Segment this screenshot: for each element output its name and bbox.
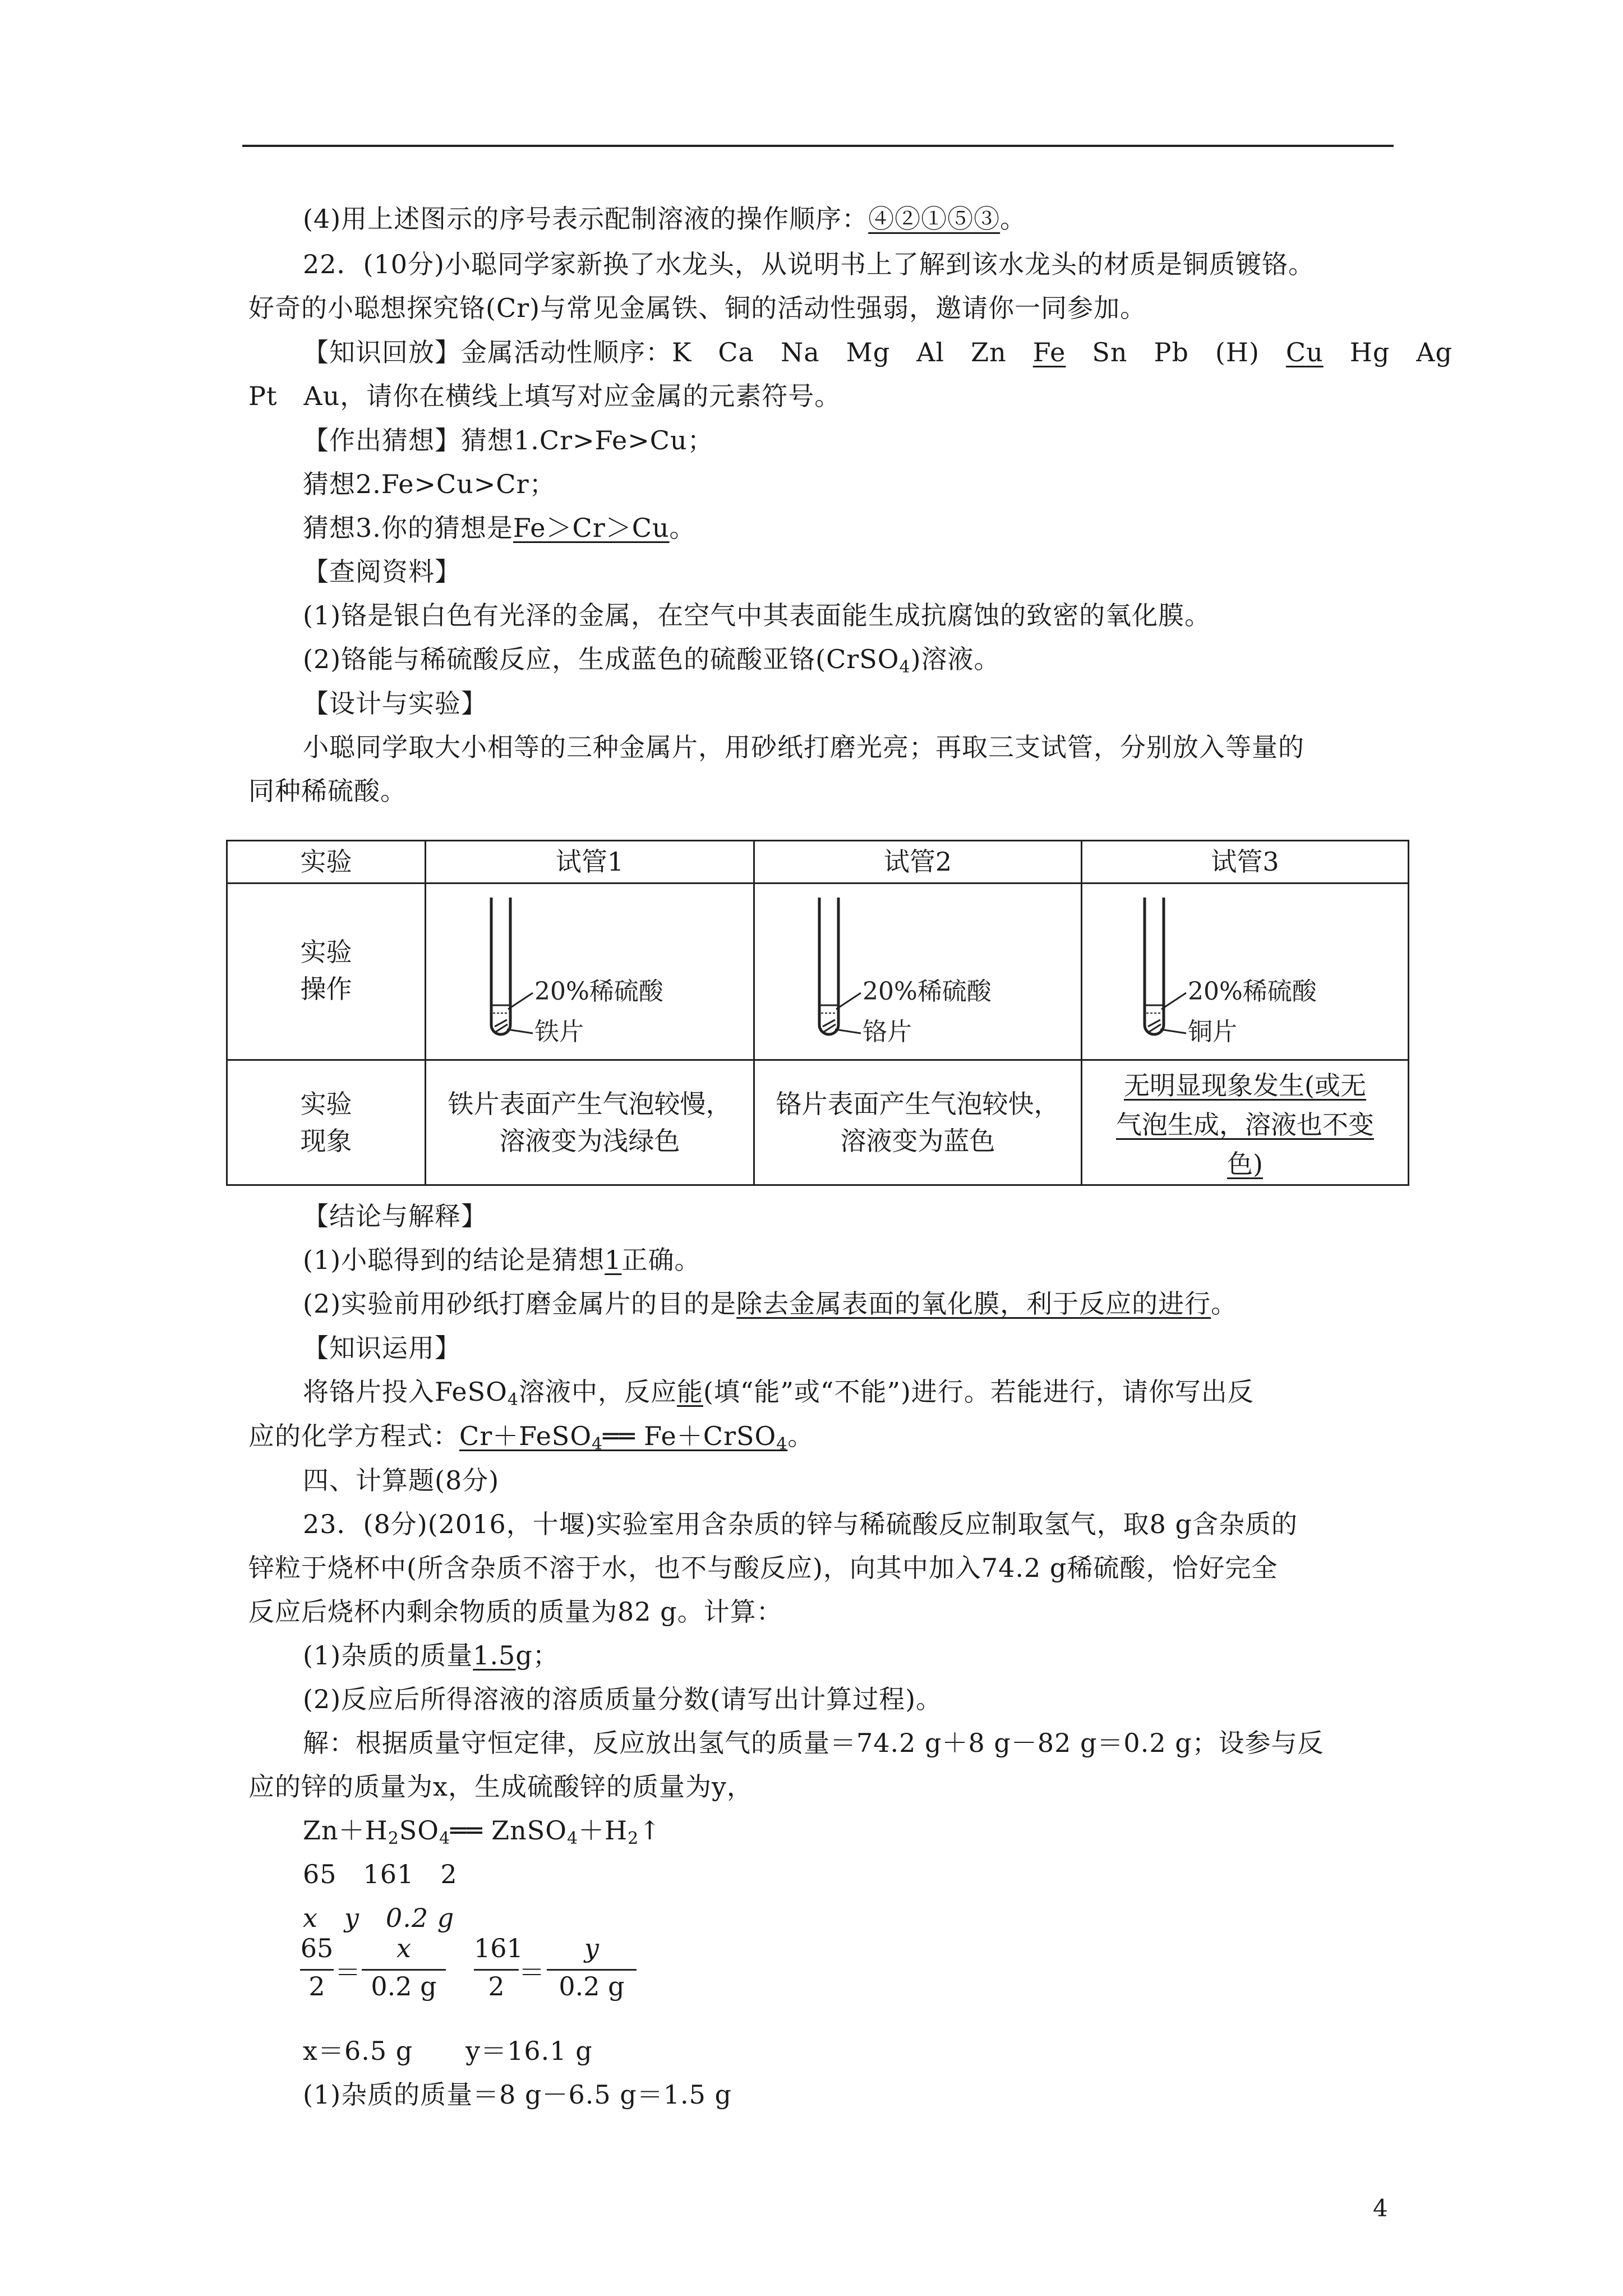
table-border xyxy=(226,1059,1409,1061)
text: 将铬片投入FeSO xyxy=(303,1377,508,1407)
observation-iron xyxy=(426,1085,753,1159)
header-rule xyxy=(242,145,1394,147)
reference-heading: 【查阅资料】 xyxy=(303,556,461,587)
text: 实验 xyxy=(300,937,352,967)
equals-sign: ＝ xyxy=(519,1957,545,1987)
page-number: 4 xyxy=(1373,2194,1388,2222)
knowledge-review-line-2: Pt Au，请你在横线上填写对应金属的元素符号。 xyxy=(248,381,841,411)
text: (2)铬能与稀硫酸反应，生成蓝色的硫酸亚铬(CrSO xyxy=(303,644,900,674)
denominator: 2 xyxy=(488,1971,505,2001)
answer: 色) xyxy=(1227,1149,1263,1179)
subscript: 4 xyxy=(507,1390,519,1410)
text: Sn Pb (H) xyxy=(1066,337,1286,367)
application-line-1 xyxy=(303,1375,1254,1409)
fraction xyxy=(474,1933,523,2001)
answer: 无明显现象发生(或无 xyxy=(1124,1070,1366,1101)
text: ══ ZnSO xyxy=(450,1815,567,1846)
metal-label: 铬片 xyxy=(863,1018,912,1046)
table-border xyxy=(226,840,1409,841)
text: 。 xyxy=(1211,1289,1238,1319)
table-header: 试管1 xyxy=(555,846,624,877)
experiment-table xyxy=(226,840,1409,1186)
answer: 除去金属表面的氧化膜，利于反应的进行 xyxy=(736,1289,1211,1319)
text: ↑ xyxy=(639,1815,661,1846)
question-22-line-1: 22．(10分)小聪同学家新换了水龙头，从说明书上了解到该水龙头的材质是铜质镀铬。 xyxy=(303,249,1315,279)
question-22-line-2: 好奇的小聪想探究铬(Cr)与常见金属铁、铜的活动性强弱，邀请你一同参加。 xyxy=(248,293,1147,323)
answer: 1.5 xyxy=(473,1640,516,1671)
text: 溶液中，反应 xyxy=(518,1377,677,1407)
answer: 1 xyxy=(605,1245,622,1275)
numerator: x xyxy=(396,1933,411,1963)
subscript: 4 xyxy=(592,1434,603,1454)
text: 现象 xyxy=(300,1126,352,1156)
text: g； xyxy=(515,1640,559,1671)
fraction-bar xyxy=(474,1969,519,1971)
observation-chromium xyxy=(755,1085,1081,1159)
table-border xyxy=(1408,840,1409,1186)
unknowns-line: x y 0.2 g xyxy=(303,1903,455,1933)
text: 。 xyxy=(1000,204,1027,234)
table-border xyxy=(226,882,1409,884)
text: Hg Ag xyxy=(1323,337,1453,367)
section-heading: 四、计算题(8分) xyxy=(303,1465,500,1496)
fraction xyxy=(547,1933,637,2001)
text: 正确。 xyxy=(621,1245,701,1275)
reference-1: (1)铬是银白色有光泽的金属，在空气中其表面能生成抗腐蚀的致密的氧化膜。 xyxy=(303,600,1211,631)
test-tube-icon xyxy=(491,898,510,1034)
equals-sign: ＝ xyxy=(335,1957,361,1987)
test-tube-chromium-diagram xyxy=(809,893,1045,1056)
denominator: 0.2 g xyxy=(371,1971,437,2001)
answer: Fe＞Cr＞Cu xyxy=(513,513,670,543)
text: 铬片表面产生气泡较快， xyxy=(776,1089,1060,1119)
answer-fe: Fe xyxy=(1032,337,1066,367)
subscript: 4 xyxy=(566,1829,579,1848)
acid-label: 20%稀硫酸 xyxy=(534,977,663,1006)
text: 。 xyxy=(787,1421,814,1451)
row-label xyxy=(228,1085,425,1159)
answer-cu: Cu xyxy=(1285,337,1324,367)
question-23-part-2: (2)反应后所得溶液的溶质质量分数(请写出计算过程)。 xyxy=(303,1684,943,1714)
table-header: 试管2 xyxy=(883,846,952,877)
question-23-line-2: 锌粒于烧杯中(所含杂质不溶于水，也不与酸反应)，向其中加入74.2 g稀硫酸，恰好完全 xyxy=(248,1553,1278,1583)
fraction-bar xyxy=(547,1969,637,1971)
knowledge-review-line xyxy=(303,335,1453,369)
row-label xyxy=(228,933,425,1007)
result-line: x＝6.5 g y＝16.1 g xyxy=(303,2036,593,2066)
molar-mass-line: 65 161 2 xyxy=(303,1859,458,1889)
text: (2)实验前用砂纸打磨金属片的目的是 xyxy=(303,1289,737,1319)
text: )溶液。 xyxy=(910,644,1000,674)
text: 应的化学方程式： xyxy=(248,1421,459,1451)
subscript: 4 xyxy=(439,1829,451,1848)
text: 猜想3.你的猜想是 xyxy=(303,513,513,543)
answer-equation xyxy=(459,1421,788,1454)
subscript: 4 xyxy=(776,1434,788,1454)
answer: 气泡生成，溶液也不变 xyxy=(1116,1110,1374,1140)
table-border xyxy=(226,1184,1409,1186)
conclusion-1 xyxy=(303,1243,700,1277)
text: 。 xyxy=(669,513,696,543)
subscript: 2 xyxy=(628,1829,639,1848)
denominator: 2 xyxy=(308,1971,325,2001)
question-23-line-3: 反应后烧杯内剩余物质的质量为82 g。计算： xyxy=(248,1596,783,1627)
conclusion-2 xyxy=(303,1287,1237,1320)
design-line-2: 同种稀硫酸。 xyxy=(248,776,407,806)
hypothesis-heading: 【作出猜想】猜想1.Cr>Fe>Cu； xyxy=(303,425,714,455)
fraction-bar xyxy=(300,1969,334,1971)
test-tube-copper-diagram xyxy=(1135,893,1370,1056)
fraction xyxy=(300,1933,334,2001)
text: (4)用上述图示的序号表示配制溶液的操作顺序： xyxy=(303,204,869,234)
text: 【知识回放】金属活动性顺序：K Ca Na Mg Al Zn xyxy=(303,337,1033,367)
fraction xyxy=(362,1933,446,2001)
numerator: y xyxy=(584,1933,599,1963)
question-23-line-1: 23．(8分)(2016，十堰)实验室用含杂质的锌与稀硫酸反应制取氢气，取8 g含杂质的 xyxy=(303,1509,1298,1539)
answer: 能 xyxy=(676,1377,703,1407)
design-heading: 【设计与实验】 xyxy=(303,688,487,719)
text: (1)小聪得到的结论是猜想 xyxy=(303,1245,605,1275)
numerator: 65 xyxy=(300,1933,334,1963)
table-header: 实验 xyxy=(300,846,352,877)
metal-label: 铜片 xyxy=(1188,1018,1237,1046)
test-tube-icon xyxy=(819,898,838,1034)
text: 实验 xyxy=(300,1089,352,1119)
solution-line-1: 解：根据质量守恒定律，反应放出氢气的质量＝74.2 g＋8 g－82 g＝0.2 g；设参与反 xyxy=(303,1728,1324,1758)
text: (1)杂质的质量 xyxy=(303,1640,473,1671)
test-tube-icon xyxy=(1145,898,1164,1034)
test-tube-iron-diagram xyxy=(481,893,717,1056)
acid-label: 20%稀硫酸 xyxy=(1188,977,1317,1006)
subscript: 2 xyxy=(388,1829,399,1848)
text: 溶液变为浅绿色 xyxy=(499,1126,680,1156)
design-line-1: 小聪同学取大小相等的三种金属片，用砂纸打磨光亮；再取三支试管，分别放入等量的 xyxy=(303,732,1304,762)
answer: ④②①⑤③ xyxy=(868,204,1000,234)
hypothesis-2: 猜想2.Fe>Cu>Cr； xyxy=(303,469,556,499)
table-header: 试管3 xyxy=(1211,846,1279,877)
solution-line-2: 应的锌的质量为x，生成硫酸锌的质量为y， xyxy=(248,1772,753,1802)
text: 操作 xyxy=(300,974,352,1004)
text: (填“能”或“不能”)进行。若能进行，请你写出反 xyxy=(703,1377,1254,1407)
text: 铁片表面产生气泡较慢， xyxy=(448,1089,732,1119)
subscript: 4 xyxy=(899,657,911,677)
application-heading: 【知识运用】 xyxy=(303,1333,461,1363)
question-4-line xyxy=(303,202,1026,236)
text: SO xyxy=(399,1815,440,1846)
numerator: 161 xyxy=(474,1933,523,1963)
hypothesis-3 xyxy=(303,511,696,545)
acid-label: 20%稀硫酸 xyxy=(863,977,992,1006)
reaction-equation xyxy=(303,1814,661,1847)
question-23-part-1 xyxy=(303,1639,559,1672)
text: 溶液变为蓝色 xyxy=(840,1126,995,1156)
fraction-bar xyxy=(362,1969,446,1971)
denominator: 0.2 g xyxy=(559,1971,625,2001)
reference-2 xyxy=(303,642,1000,676)
text: ══ Fe＋CrSO xyxy=(603,1421,777,1451)
impurity-mass-line: (1)杂质的质量＝8 g－6.5 g＝1.5 g xyxy=(303,2079,732,2110)
text: ＋H xyxy=(578,1815,628,1846)
observation-copper xyxy=(1082,1066,1408,1184)
metal-label: 铁片 xyxy=(534,1018,584,1046)
text: Zn＋H xyxy=(303,1815,388,1846)
conclusion-heading: 【结论与解释】 xyxy=(303,1201,487,1231)
application-line-2 xyxy=(248,1419,814,1453)
text: Cr＋FeSO xyxy=(459,1421,592,1451)
